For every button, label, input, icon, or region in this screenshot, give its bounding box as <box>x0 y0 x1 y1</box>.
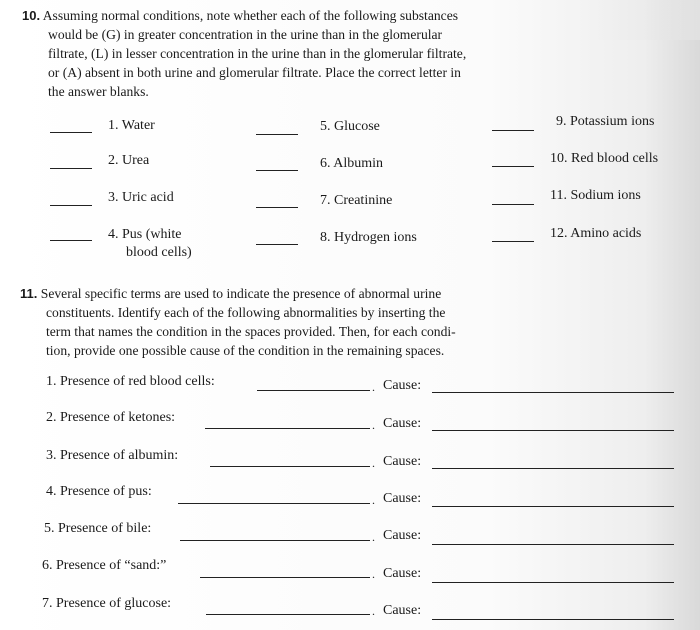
condition-4-term-blank[interactable] <box>178 503 370 504</box>
answer-blank-12[interactable] <box>492 241 534 242</box>
cause-6-label: Cause: <box>383 566 422 581</box>
answer-blank-3[interactable] <box>50 205 92 206</box>
item-12-label: 12. Amino acids <box>550 226 642 241</box>
answer-blank-2[interactable] <box>50 168 92 169</box>
answer-blank-4[interactable] <box>50 240 92 241</box>
item-11-label: 11. Sodium ions <box>550 188 641 203</box>
cause-5-blank[interactable] <box>432 544 674 545</box>
condition-5-term-blank[interactable] <box>180 540 370 541</box>
condition-3-label: 3. Presence of albumin: <box>46 448 179 463</box>
cause-6-blank[interactable] <box>432 582 674 583</box>
item-4-label-line-1: 4. Pus (white <box>108 227 182 242</box>
condition-6-term-blank[interactable] <box>200 577 370 578</box>
item-2-label: 2. Urea <box>108 153 150 168</box>
question-11-line-2: constituents. Identify each of the following abnormalities by inserting the <box>46 305 446 320</box>
cause-7-blank[interactable] <box>432 619 674 620</box>
cause-4-label: Cause: <box>383 491 422 506</box>
answer-blank-1[interactable] <box>50 132 92 133</box>
question-11-line-1: Several specific terms are used to indicate the presence of abnormal urine <box>40 286 442 301</box>
condition-6-label: 6. Presence of “sand:” <box>42 558 167 573</box>
question-10-number: 10. <box>22 8 41 23</box>
question-10-prompt <box>22 6 466 101</box>
question-10-line-3: filtrate, (L) in lesser concentration in the urine than in the glomerular filtrate, <box>48 46 467 61</box>
cause-5-label: Cause: <box>383 528 422 543</box>
item-7-label: 7. Creatinine <box>320 193 393 208</box>
condition-7-label: 7. Presence of glucose: <box>42 596 172 611</box>
separator-dot: . <box>372 456 375 470</box>
condition-3-term-blank[interactable] <box>210 466 370 467</box>
separator-dot: . <box>372 418 375 432</box>
cause-4-blank[interactable] <box>432 506 674 507</box>
cause-1-blank[interactable] <box>432 392 674 393</box>
condition-2-term-blank[interactable] <box>205 428 370 429</box>
condition-1-term-blank[interactable] <box>257 390 370 391</box>
question-11-prompt <box>20 284 456 360</box>
page-edge-shadow <box>590 0 700 40</box>
item-6-label: 6. Albumin <box>320 156 384 171</box>
separator-dot: . <box>372 493 375 507</box>
answer-blank-5[interactable] <box>256 134 298 135</box>
cause-2-label: Cause: <box>383 416 422 431</box>
answer-blank-8[interactable] <box>256 244 298 245</box>
question-10-line-2: would be (G) in greater concentration in the urine than in the glomerular <box>48 27 443 42</box>
separator-dot: . <box>372 530 375 544</box>
item-9-label: 9. Potassium ions <box>556 114 655 129</box>
separator-dot: . <box>372 380 375 394</box>
condition-7-term-blank[interactable] <box>206 614 370 615</box>
item-1-label: 1. Water <box>108 118 155 133</box>
question-10-line-5: the answer blanks. <box>48 84 149 99</box>
item-10-label: 10. Red blood cells <box>550 151 659 166</box>
cause-1-label: Cause: <box>383 378 422 393</box>
condition-4-label: 4. Presence of pus: <box>46 484 152 499</box>
question-11-line-4: tion, provide one possible cause of the condition in the remaining spaces. <box>46 343 445 358</box>
condition-2-label: 2. Presence of ketones: <box>46 410 176 425</box>
answer-blank-11[interactable] <box>492 204 534 205</box>
question-11-number: 11. <box>20 286 38 301</box>
item-3-label: 3. Uric acid <box>108 190 174 205</box>
item-8-label: 8. Hydrogen ions <box>320 230 417 245</box>
question-11-line-3: term that names the condition in the spaces provided. Then, for each condi- <box>46 324 456 339</box>
question-10-line-1: Assuming normal conditions, note whether each of the following substances <box>42 8 459 23</box>
cause-7-label: Cause: <box>383 603 422 618</box>
question-10-line-4: or (A) absent in both urine and glomerular filtrate. Place the correct letter in <box>48 65 461 80</box>
item-4-label-line-2: blood cells) <box>126 245 192 260</box>
answer-blank-6[interactable] <box>256 170 298 171</box>
answer-blank-7[interactable] <box>256 207 298 208</box>
condition-1-label: 1. Presence of red blood cells: <box>46 374 215 389</box>
item-4-label <box>108 226 192 262</box>
separator-dot: . <box>372 604 375 618</box>
cause-3-blank[interactable] <box>432 468 674 469</box>
answer-blank-10[interactable] <box>492 166 534 167</box>
item-5-label: 5. Glucose <box>320 119 380 134</box>
cause-3-label: Cause: <box>383 454 422 469</box>
cause-2-blank[interactable] <box>432 430 674 431</box>
condition-5-label: 5. Presence of bile: <box>44 521 152 536</box>
separator-dot: . <box>372 567 375 581</box>
answer-blank-9[interactable] <box>492 130 534 131</box>
